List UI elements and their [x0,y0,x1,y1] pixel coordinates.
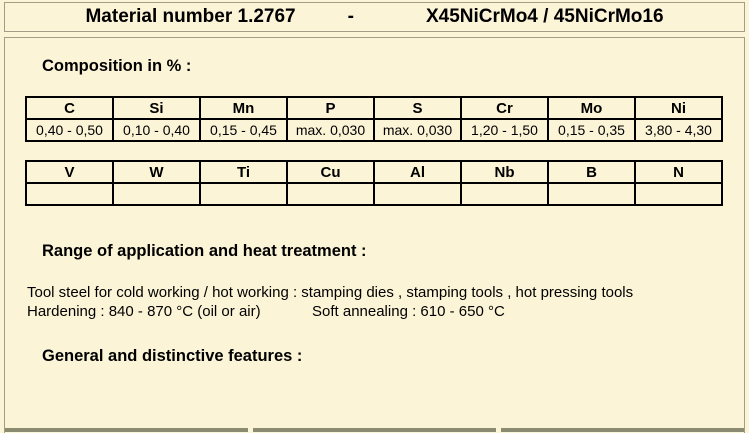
composition-heading: Composition in % : [42,57,192,75]
header-cell-V: V [26,161,113,183]
value-cell-C: 0,40 - 0,50 [26,119,113,141]
value-cell-Mo: 0,15 - 0,35 [548,119,635,141]
header-cell-B: B [548,161,635,183]
value-cell-Ti [200,183,287,205]
grade-names-label: X45NiCrMo4 / 45NiCrMo16 [425,6,664,27]
header-cell-Cr: Cr [461,97,548,119]
datasheet-body [4,37,745,433]
next-table-top-border [5,428,744,432]
composition-table-main [25,96,723,142]
value-cell-S: max. 0,030 [374,119,461,141]
header-cell-C: C [26,97,113,119]
value-cell-Mn: 0,15 - 0,45 [200,119,287,141]
header-cell-Mo: Mo [548,97,635,119]
header-cell-Si: Si [113,97,200,119]
header-cell-Al: Al [374,161,461,183]
header-cell-Mn: Mn [200,97,287,119]
application-text-block [27,283,633,321]
table-value-row [26,119,722,141]
soft-annealing-value: Soft annealing : 610 - 650 °C [312,303,505,320]
table-value-row [26,183,722,205]
material-number-label: Material number 1.2767 [85,6,296,27]
application-heading: Range of application and heat treatment : [42,242,367,260]
value-cell-V [26,183,113,205]
value-cell-W [113,183,200,205]
title-dash: - [347,6,354,27]
header-cell-Nb: Nb [461,161,548,183]
header-cell-S: S [374,97,461,119]
value-cell-Si: 0,10 - 0,40 [113,119,200,141]
table-header-row [26,161,722,183]
composition-table-secondary [25,160,723,206]
table-top-border-segment [5,428,248,432]
features-heading: General and distinctive features : [42,347,303,365]
header-cell-N: N [635,161,722,183]
value-cell-Nb [461,183,548,205]
table-top-border-segment [501,428,744,432]
value-cell-B [548,183,635,205]
value-cell-Cr: 1,20 - 1,50 [461,119,548,141]
value-cell-N [635,183,722,205]
value-cell-Cu [287,183,374,205]
header-cell-Ni: Ni [635,97,722,119]
application-usage-line: Tool steel for cold working / hot working : stamping dies , stamping tools , hot pressing tools [27,284,634,301]
header-cell-P: P [287,97,374,119]
value-cell-P: max. 0,030 [287,119,374,141]
table-header-row [26,97,722,119]
header-cell-W: W [113,161,200,183]
heat-treatment-line [27,302,633,321]
value-cell-Al [374,183,461,205]
title-bar [4,2,745,32]
value-cell-Ni: 3,80 - 4,30 [635,119,722,141]
table-top-border-segment [253,428,496,432]
header-cell-Cu: Cu [287,161,374,183]
hardening-value: Hardening : 840 - 870 °C (oil or air) [27,303,261,320]
header-cell-Ti: Ti [200,161,287,183]
